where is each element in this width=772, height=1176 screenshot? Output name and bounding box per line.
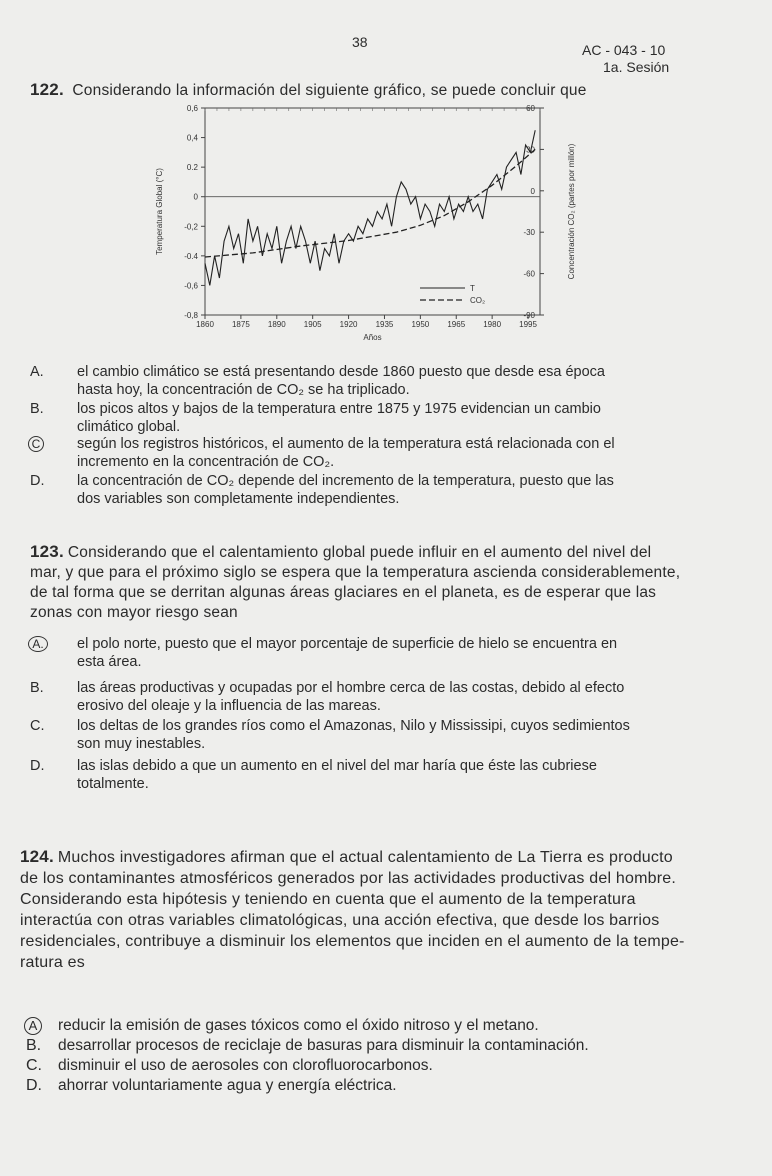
question-124-number: 124. xyxy=(20,847,54,866)
option-letter: D. xyxy=(26,1077,42,1094)
x-tick-label: 1905 xyxy=(303,320,322,329)
temperature-co2-chart xyxy=(150,100,610,345)
y-left-tick-label: -0,6 xyxy=(184,281,198,291)
y-left-tick-label: 0 xyxy=(193,192,198,202)
question-123-line: mar, y que para el próximo siglo se espera que la temperatura ascienda considerablemente, xyxy=(30,564,681,581)
question-124-stem xyxy=(20,846,760,973)
y-right-tick-label: 60 xyxy=(526,104,535,113)
x-tick-label: 1890 xyxy=(267,320,286,329)
y-right-tick-label: 30 xyxy=(526,145,535,155)
option-text: ahorrar voluntariamente agua y energía eléctrica. xyxy=(58,1077,397,1094)
y-left-tick-label: 0,6 xyxy=(186,104,198,113)
option-letter: D. xyxy=(30,473,45,489)
exam-code: AC - 043 - 10 xyxy=(582,42,666,58)
option-text: desarrollar procesos de reciclaje de basuras para disminuir la contaminación. xyxy=(58,1037,589,1054)
question-123-line: de tal forma que se derritan algunas áreas glaciares en el planeta, es de esperar que las xyxy=(30,584,657,601)
option-letter: C. xyxy=(30,718,45,734)
question-123-number: 123. xyxy=(30,542,64,561)
question-124-line: residenciales, contribuye a disminuir los elementos que inciden en el aumento de la tempe- xyxy=(20,933,685,950)
option-letter: A. xyxy=(30,364,44,380)
option-text-line2: erosivo del oleaje y la influencia de las mareas. xyxy=(77,698,381,714)
option-text-line1: los deltas de los grandes ríos como el Amazonas, Nilo y Mississipi, cuyos sedimientos xyxy=(77,718,630,734)
option-text-line1: las islas debido a que un aumento en el nivel del mar haría que éste las cubriese xyxy=(77,758,597,774)
option-text-line2: esta área. xyxy=(77,654,142,670)
option-letter: C. xyxy=(26,1057,42,1074)
option-text-line2: totalmente. xyxy=(77,776,149,792)
option-text-line1: las áreas productivas y ocupadas por el hombre cerca de las costas, debido al efecto xyxy=(77,680,625,696)
question-124-line: interactúa con otras variables climatológicas, una acción efectiva, que desde los barrios xyxy=(20,912,660,929)
plot-frame xyxy=(205,108,540,315)
question-122-text: Considerando la información del siguiente gráfico, se puede concluir que xyxy=(72,82,587,99)
x-tick-label: 1920 xyxy=(339,320,358,329)
option-text-line1: los picos altos y bajos de la temperatura entre 1875 y 1975 evidencian un cambio xyxy=(77,401,601,417)
y-left-tick-label: 0,4 xyxy=(186,133,198,143)
y-right-tick-label: -90 xyxy=(523,311,535,320)
question-123-line: Considerando que el calentamiento global puede influir en el aumento del nivel del xyxy=(67,544,652,561)
option-letter-circled: A xyxy=(24,1017,42,1035)
option-text-line1: según los registros históricos, el aumento de la temperatura está relacionada con el xyxy=(77,436,615,452)
x-tick-label: 1980 xyxy=(483,320,502,329)
x-tick-label: 1860 xyxy=(196,320,214,329)
question-124-line: Muchos investigadores afirman que el actual calentamiento de La Tierra es producto xyxy=(57,849,673,866)
option-text-line2: dos variables son completamente independientes. xyxy=(77,491,400,507)
session-label: 1a. Sesión xyxy=(603,59,670,75)
option-text-line1: el cambio climático se está presentando desde 1860 puesto que desde esa época xyxy=(77,364,605,380)
temperature-series-line xyxy=(205,130,535,285)
option-text-line2: hasta hoy, la concentración de CO₂ se ha triplicado. xyxy=(77,382,410,398)
y-left-tick-label: 0.2 xyxy=(186,163,198,173)
y-right-tick-label: -60 xyxy=(523,269,535,279)
option-letter: B. xyxy=(30,680,44,696)
option-letter-circled: A. xyxy=(28,636,48,652)
option-text-line2: incremento en la concentración de CO₂. xyxy=(77,454,335,470)
x-tick-label: 1995 xyxy=(519,320,537,329)
y-right-tick-label: -30 xyxy=(523,228,535,238)
x-tick-label: 1875 xyxy=(231,320,250,329)
option-text-line2: son muy inestables. xyxy=(77,736,206,752)
y-left-tick-label: -0.4 xyxy=(184,251,198,261)
question-124-line: Considerando esta hipótesis y teniendo en cuenta que el aumento de la temperatura xyxy=(20,891,636,908)
option-letter: B. xyxy=(30,401,44,417)
y-right-axis-label: Concentración CO₂ (partes por millón) xyxy=(567,143,576,280)
question-122-stem xyxy=(30,80,750,101)
question-123-line: zonas con mayor riesgo sean xyxy=(30,604,238,621)
page-number: 38 xyxy=(352,34,368,50)
option-text-line1: la concentración de CO₂ depende del incremento de la temperatura, puesto que las xyxy=(77,473,614,489)
question-122-number: 122. xyxy=(30,80,64,99)
x-tick-label: 1935 xyxy=(375,320,394,329)
question-124-line: de los contaminantes atmosféricos generados por las actividades productivas del hombre. xyxy=(20,870,676,887)
x-tick-label: 1950 xyxy=(411,320,430,329)
question-124-line: ratura es xyxy=(20,954,85,971)
x-tick-label: 1965 xyxy=(447,320,466,329)
x-axis-label: Años xyxy=(363,333,382,342)
option-text-line2: climático global. xyxy=(77,419,181,435)
option-letter: B. xyxy=(26,1037,42,1054)
y-left-axis-label: Temperatura Global (°C) xyxy=(155,168,164,255)
option-text: disminuir el uso de aerosoles con clorofluorocarbonos. xyxy=(58,1057,433,1074)
y-left-tick-label: -0,2 xyxy=(184,222,198,232)
legend-label-co2: CO₂ xyxy=(470,296,486,305)
option-text: reducir la emisión de gases tóxicos como el óxido nitroso y el metano. xyxy=(58,1017,539,1034)
legend-label-t: T xyxy=(470,284,475,293)
option-text-line1: el polo norte, puesto que el mayor porcentaje de superficie de hielo se encuentra en xyxy=(77,636,618,652)
y-right-tick-label: 0 xyxy=(530,186,535,196)
option-letter-circled: C xyxy=(28,436,44,452)
option-letter: D. xyxy=(30,758,45,774)
y-left-tick-label: -0,8 xyxy=(184,311,198,320)
question-123-stem xyxy=(30,542,750,623)
